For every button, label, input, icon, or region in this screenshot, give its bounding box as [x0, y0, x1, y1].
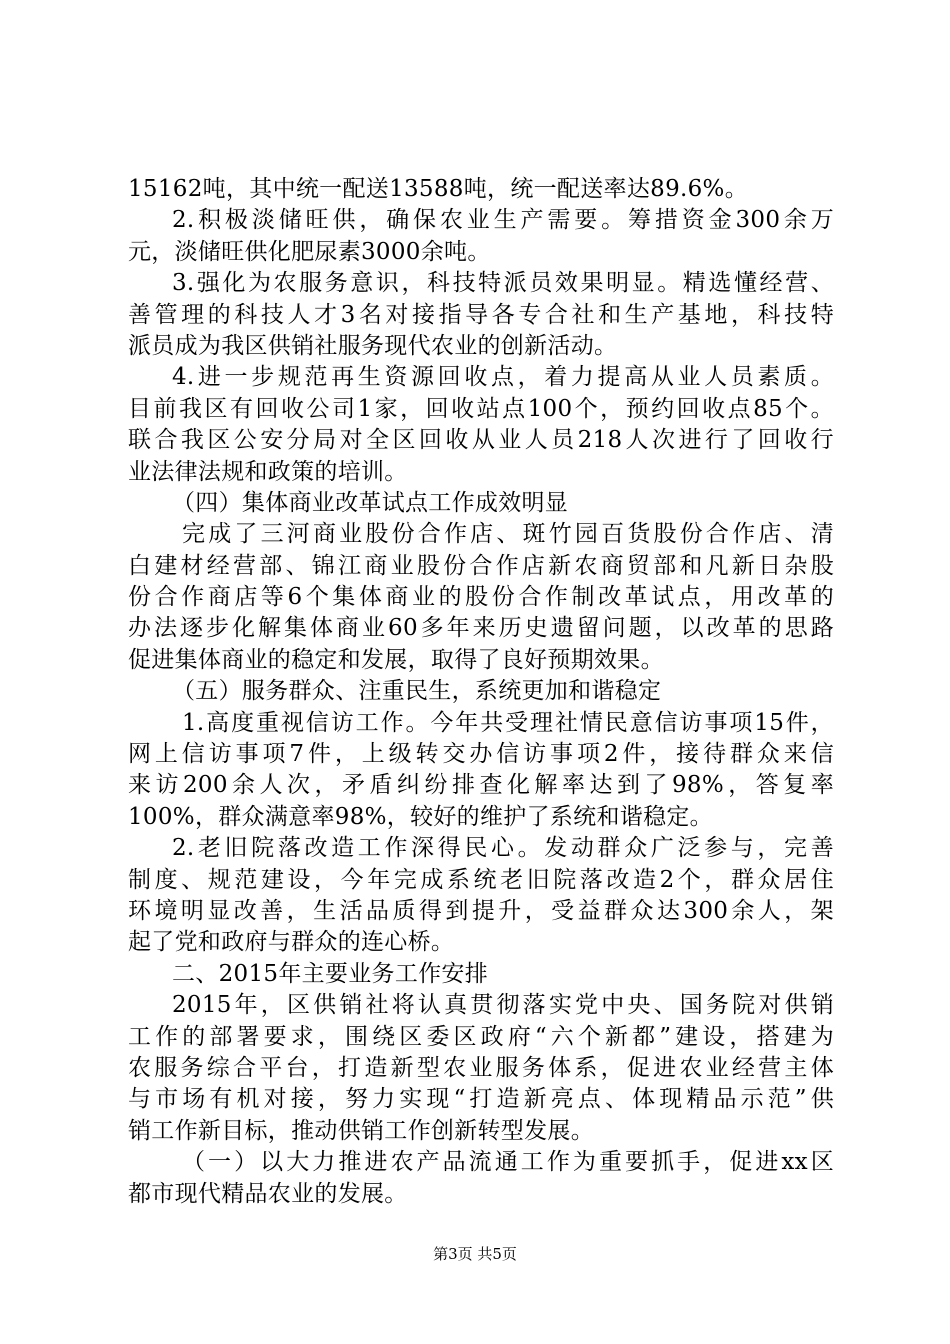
text-line: （五）服务群众、注重民生，系统更加和谐稳定 [172, 678, 662, 705]
text-line: 完成了三河商业股份合作店、斑竹园百货股份合作店、清 [182, 521, 834, 548]
text-line: 与市场有机对接，努力实现“打造新亮点、体现精品示范”供 [128, 1086, 834, 1113]
document-body [128, 174, 834, 1210]
text-line: 2.老旧院落改造工作深得民心。发动群众广泛参与，完善 [172, 835, 834, 862]
text-line: 善管理的科技人才3名对接指导各专合社和生产基地，科技特 [128, 301, 834, 328]
text-line: 来访200余人次，矛盾纠纷排查化解率达到了98%，答复率 [128, 772, 834, 799]
text-line: 销工作新目标，推动供销工作创新转型发展。 [128, 1117, 594, 1144]
text-line: 3.强化为农服务意识，科技特派员效果明显。精选懂经营、 [172, 270, 834, 297]
text-line: 1.高度重视信访工作。今年共受理社情民意信访事项15件， [182, 709, 834, 736]
text-line: 业法律法规和政策的培训。 [128, 458, 408, 485]
text-line: 2.积极淡储旺供，确保农业生产需要。筹措资金300余万 [172, 207, 834, 234]
text-line: 都市现代精品农业的发展。 [128, 1180, 408, 1207]
text-line: 网上信访事项7件，上级转交办信访事项2件，接待群众来信 [128, 741, 834, 768]
text-line: 白建材经营部、锦江商业股份合作店新农商贸部和凡新日杂股 [128, 552, 834, 579]
text-line: 4.进一步规范再生资源回收点，着力提高从业人员素质。 [172, 364, 834, 391]
text-line: 15162吨，其中统一配送13588吨，统一配送率达89.6%。 [128, 176, 748, 202]
text-line: 100%，群众满意率98%，较好的维护了系统和谐稳定。 [128, 803, 713, 830]
text-line: 农服务综合平台，打造新型农业服务体系，促进农业经营主体 [128, 1054, 834, 1081]
text-line: 二、2015年主要业务工作安排 [172, 960, 489, 987]
text-line: （四）集体商业改革试点工作成效明显 [172, 489, 569, 516]
text-line: 联合我区公安分局对全区回收从业人员218人次进行了回收行 [128, 427, 834, 454]
text-line: 元，淡储旺供化肥尿素3000余吨。 [128, 238, 491, 265]
text-line: 工作的部署要求，围绕区委区政府“六个新都”建设，搭建为 [128, 1023, 834, 1050]
text-line: 促进集体商业的稳定和发展，取得了良好预期效果。 [128, 646, 664, 673]
page-footer: 第3页 共5页 [433, 1245, 517, 1263]
text-line: 份合作商店等6个集体商业的股份合作制改革试点，用改革的 [128, 584, 834, 611]
text-line: 起了党和政府与群众的连心桥。 [128, 929, 455, 956]
text-line: 目前我区有回收公司1家，回收站点100个，预约回收点85个。 [128, 395, 834, 422]
text-line: 环境明显改善，生活品质得到提升，受益群众达300余人，架 [128, 897, 834, 924]
text-line: 2015年，区供销社将认真贯彻落实党中央、国务院对供销 [172, 992, 834, 1019]
text-line: 办法逐步化解集体商业60多年来历史遗留问题，以改革的思路 [128, 615, 834, 642]
text-line: （一）以大力推进农产品流通工作为重要抓手，促进xx区 [182, 1149, 834, 1176]
text-line: 制度、规范建设，今年完成系统老旧院落改造2个，群众居住 [128, 866, 834, 893]
text-line: 派员成为我区供销社服务现代农业的创新活动。 [128, 332, 618, 359]
